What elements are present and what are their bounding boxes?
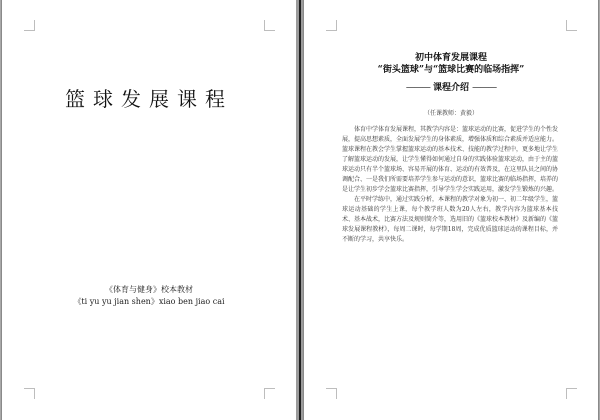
textbook-label: 《体育与健身》校本教材 — [105, 285, 193, 294]
teacher-credit: （任课教师：黄毅） — [423, 110, 478, 117]
intro-paragraph: 在平时学练中，通过实践分析，本课程的教学对象为初一、初二年级学生，篮球运动基础的学生上课，每个教学班人数为20人左右，教学内容为篮球基本技术、基本战术，比赛方法及规则简介等，选用旧的《篮球校本教材》及新编的《篮球发展课程教材》，每周二课时，每学期18周，完成优质篮球运动的课程目标，并不断的学习，共享快乐。 — [342, 196, 559, 243]
intro-body — [342, 125, 558, 245]
intro-dash-left: ——— — [405, 83, 430, 93]
cover-title: 篮球发展课程 — [65, 87, 233, 111]
intro-title-text: 课程介绍 — [432, 83, 469, 93]
course-subheading: “街头篮球”与“篮球比赛的临场指挥” — [377, 65, 525, 75]
crop-mark — [326, 20, 337, 31]
crop-mark — [566, 388, 577, 399]
crop-mark — [24, 388, 35, 399]
crop-mark — [264, 388, 275, 399]
textbook-pinyin: 《ti yu yu jian shen》xiao ben jiao cai — [73, 297, 225, 306]
crop-mark — [264, 20, 275, 31]
course-heading: 初中体育发展课程 — [414, 53, 487, 63]
intro-title — [304, 80, 598, 93]
intro-dash-right: ——— — [472, 83, 497, 93]
crop-mark — [326, 388, 337, 399]
document-page-left — [2, 0, 296, 420]
intro-paragraph: 体育中学体育发展课程，其教学内容是：篮球运动的比赛，促进学生的个性发展，提高思想素质，全面发展学生的身体素质，增强体质和综合素质并适应能力。篮球课程在教会学生掌握篮球运动的基本技术、技能的教学过程中，更多地让学生了解篮球运动的发展，让学生懂得如何通过自身的实践体验篮球运动，由于主的篮球运动只有半个篮球场、容易开展的体育、运动的有效普及，在这里队员之间的协调配合、一是我们所需要培养学生参与运动的意识，篮球比赛的临场指挥，培养的是让学生初步学会篮球比赛指挥，引导学生学会实践运用，激发学生锻炼的兴趣。 — [342, 126, 559, 193]
document-page-right — [304, 0, 598, 420]
crop-mark — [566, 20, 577, 31]
page-divider — [296, 0, 304, 420]
crop-mark — [24, 20, 35, 31]
